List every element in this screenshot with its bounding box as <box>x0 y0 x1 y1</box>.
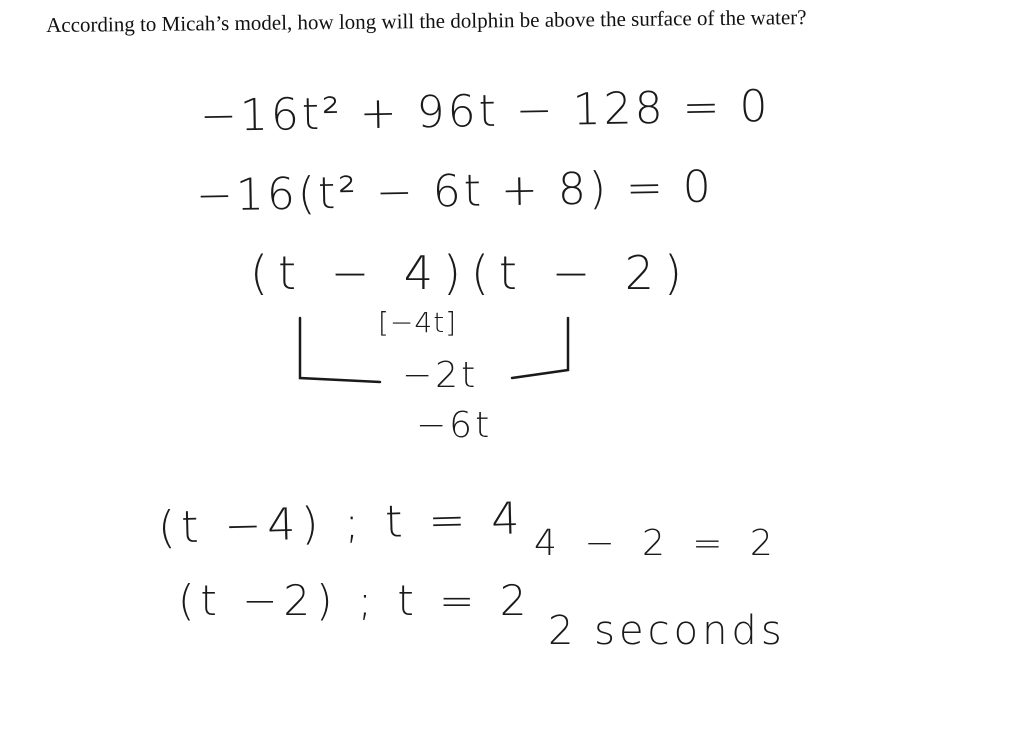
final-answer: 2 seconds <box>548 608 786 654</box>
foil-inner-term: [−4t] <box>378 306 458 339</box>
equation-factored-gcf: −16(t² − 6t + 8) = 0 <box>195 161 715 222</box>
question-text: According to Micah’s model, how long will the dolphin be above the surface of the water? <box>46 5 807 37</box>
root-two: (t −2) ; t = 2 <box>178 576 533 625</box>
foil-outer-term: −2t <box>402 355 479 396</box>
foil-sum-term: −6t <box>416 405 493 446</box>
equation-original: −16t² + 96t − 128 = 0 <box>199 81 771 142</box>
equation-binomials: (t − 4)(t − 2) <box>250 246 692 300</box>
difference-calculation: 4 − 2 = 2 <box>534 523 781 564</box>
root-four: (t −4) ; t = 4 <box>157 493 526 554</box>
